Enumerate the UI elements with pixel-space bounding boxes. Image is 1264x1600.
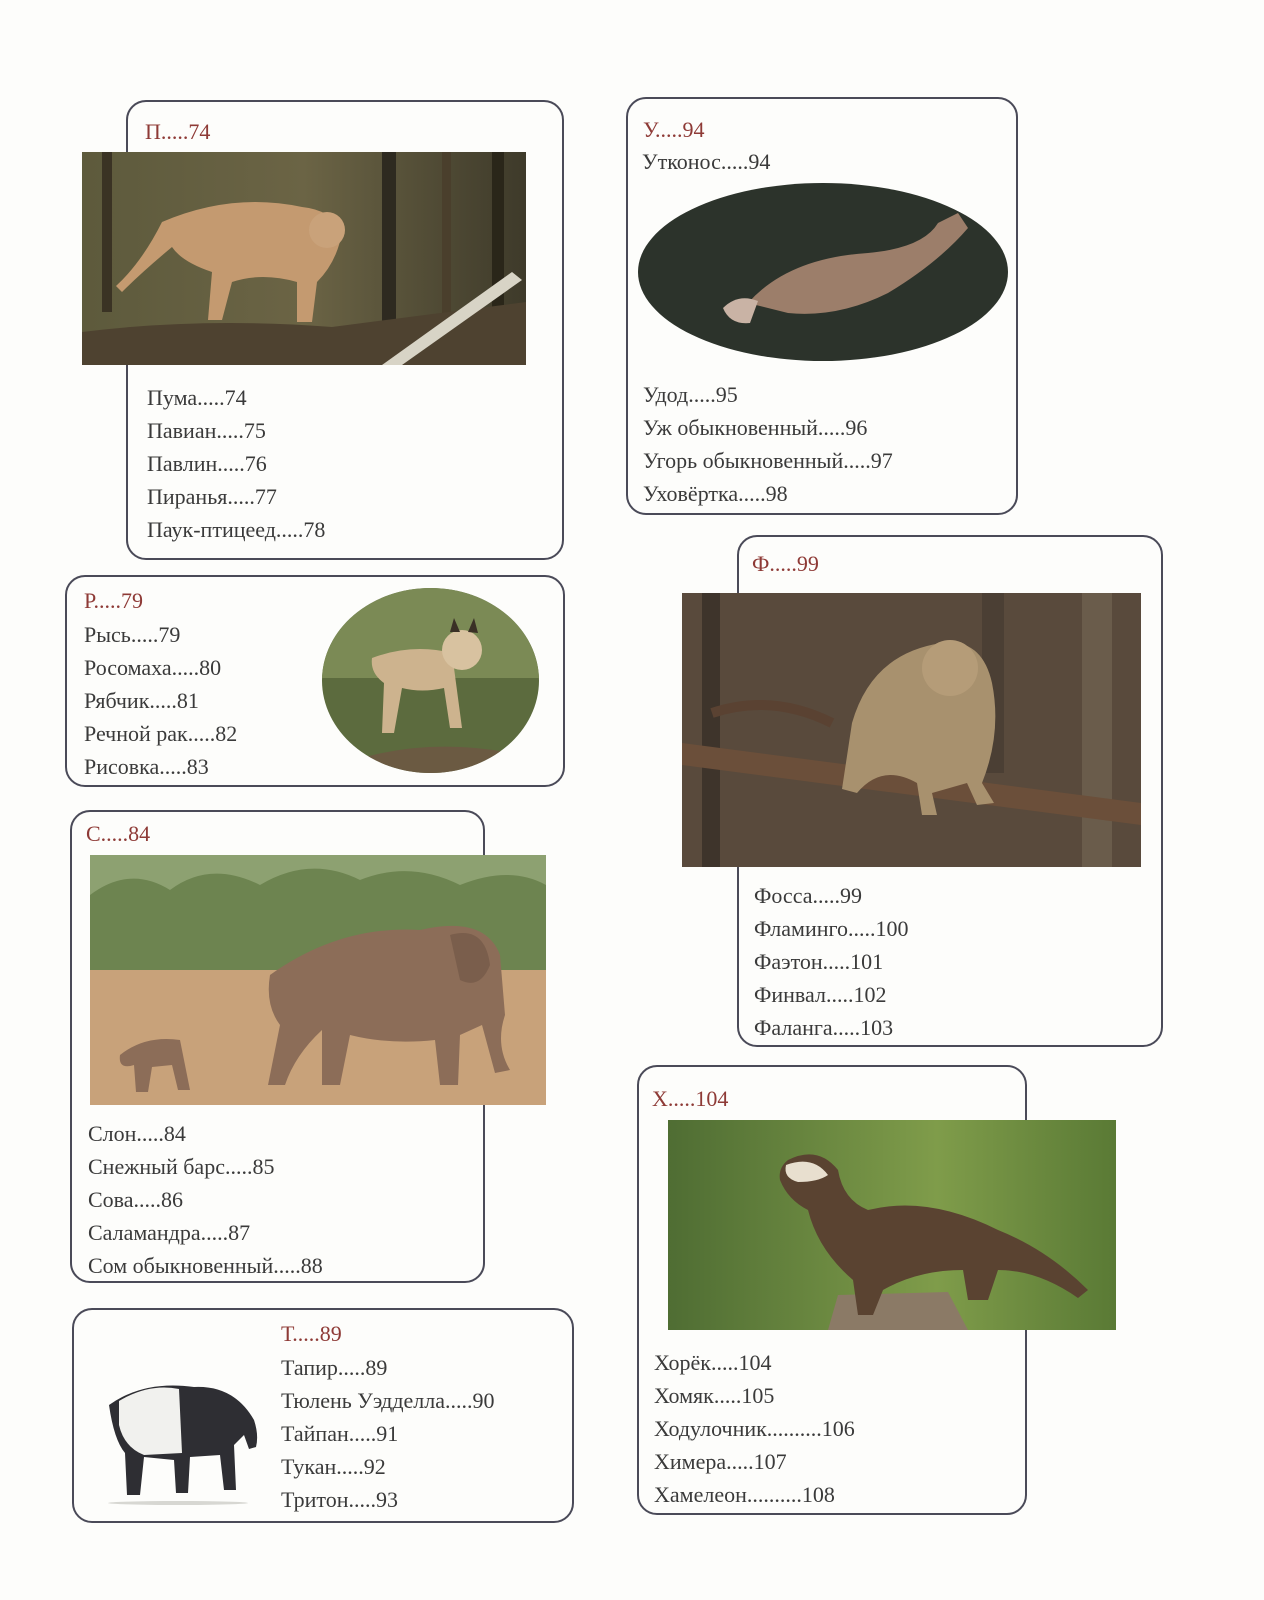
list-item: Павиан.....75 (147, 418, 266, 443)
list-item: Угорь обыкновенный.....97 (643, 448, 893, 473)
list-item: Рысь.....79 (84, 622, 181, 647)
list-item: Тукан.....92 (281, 1454, 386, 1479)
section-h-list (654, 1346, 855, 1511)
list-item: Сом обыкновенный.....88 (88, 1253, 323, 1278)
lynx-photo (322, 588, 539, 773)
list-item: Слон.....84 (88, 1121, 186, 1146)
section-s-list (88, 1117, 323, 1282)
section-u-first-entry (642, 145, 770, 178)
fossa-photo (682, 593, 1141, 867)
list-item: Химера.....107 (654, 1449, 787, 1474)
list-item: Фаэтон.....101 (754, 949, 884, 974)
list-item: Речной рак.....82 (84, 721, 238, 746)
list-item: Павлин.....76 (147, 451, 267, 476)
section-u-header: У.....94 (643, 117, 705, 142)
list-item: Утконос.....94 (642, 149, 771, 174)
list-item: Рябчик.....81 (84, 688, 199, 713)
list-item: Рисовка.....83 (84, 754, 209, 779)
list-item: Хамелеон..........108 (654, 1482, 835, 1507)
tapir-photo (94, 1365, 262, 1505)
section-f-header: Ф.....99 (752, 551, 819, 576)
list-item: Тайпан.....91 (281, 1421, 399, 1446)
list-item: Сова.....86 (88, 1187, 184, 1212)
list-item: Паук-птицеед.....78 (147, 517, 326, 542)
list-item: Снежный барс.....85 (88, 1154, 275, 1179)
section-h-header: Х.....104 (652, 1086, 729, 1111)
list-item: Уховёртка.....98 (643, 481, 788, 506)
section-r-header: Р.....79 (84, 588, 143, 613)
list-item: Удод.....95 (643, 382, 738, 407)
list-item: Хомяк.....105 (654, 1383, 775, 1408)
list-item: Пиранья.....77 (147, 484, 277, 509)
ferret-photo (668, 1120, 1116, 1330)
list-item: Ходулочник..........106 (654, 1416, 855, 1441)
section-t-header: Т.....89 (281, 1321, 342, 1346)
platypus-photo (638, 183, 1008, 361)
list-item: Уж обыкновенный.....96 (643, 415, 868, 440)
list-item: Саламандра.....87 (88, 1220, 251, 1245)
section-s-header: С.....84 (86, 821, 151, 846)
section-f-list (754, 879, 908, 1044)
list-item: Хорёк.....104 (654, 1350, 772, 1375)
list-item: Тритон.....93 (281, 1487, 398, 1512)
section-p-header: П.....74 (145, 119, 211, 144)
section-t-list (281, 1351, 495, 1516)
elephant-photo (90, 855, 546, 1105)
list-item: Пума.....74 (147, 385, 247, 410)
list-item: Росомаха.....80 (84, 655, 222, 680)
section-u-list (643, 378, 893, 510)
list-item: Тапир.....89 (281, 1355, 388, 1380)
section-p-list (147, 381, 325, 546)
list-item: Фаланга.....103 (754, 1015, 894, 1040)
list-item: Фосса.....99 (754, 883, 862, 908)
puma-photo (82, 152, 526, 365)
list-item: Финвал.....102 (754, 982, 887, 1007)
section-r-list (84, 618, 237, 783)
list-item: Фламинго.....100 (754, 916, 909, 941)
list-item: Тюлень Уэдделла.....90 (281, 1388, 495, 1413)
